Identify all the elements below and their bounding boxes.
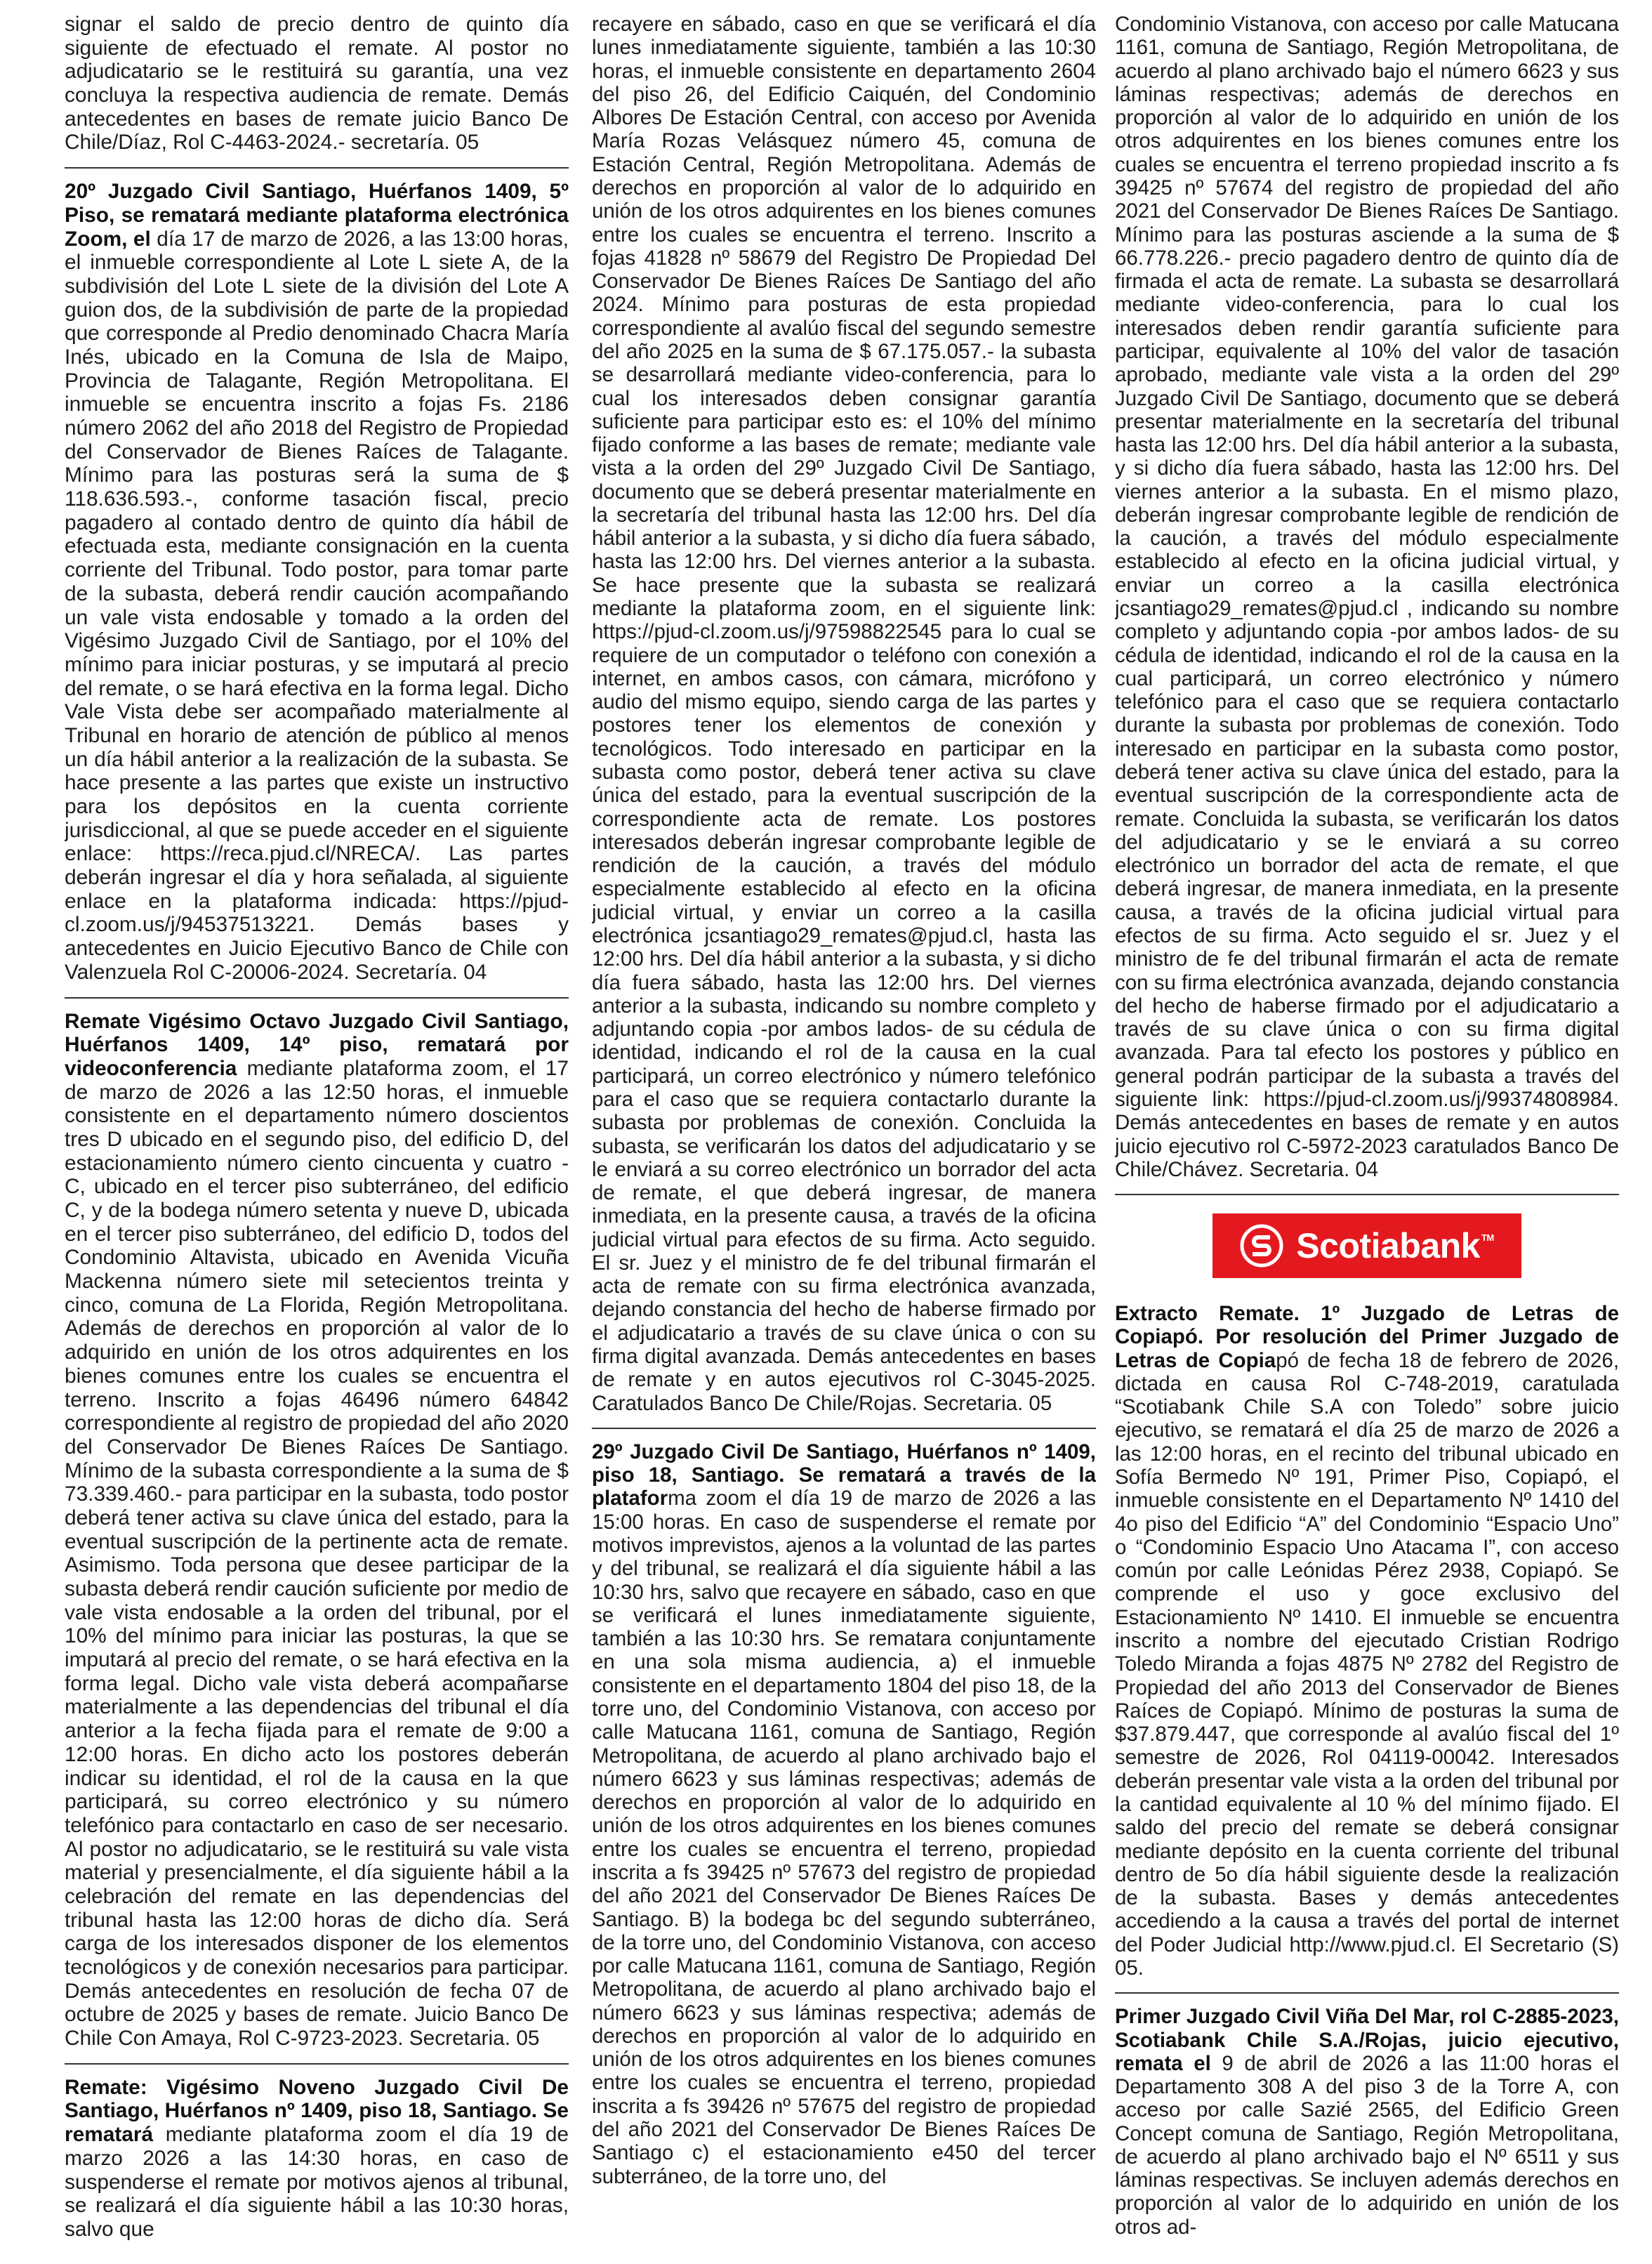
notice-heading: Remate Vigésimo Octavo Juzgado Civil Santiago, Huérfanos 1409, 14º piso, rematará por videoconferencia	[65, 1009, 569, 1080]
notice-body: día 17 de marzo de 2026, a las 13:00 horas, el inmueble correspondiente al Lote L siete A, de la subdivisión del Lote L siete de la división del Lote A guion dos, de la subdivisión de parte de la propiedad que corresponde al Predio denominado Chacra María Inés, ubicado en la Comuna de Isla de Maipo, Provincia de Talagante, Región Metropolitana. El inmueble se encuentra inscrito a fojas Fs. 2186 número 2062 del año 2018 del Registro de Propiedad del Conservador de Bienes Raíces de Talagante. Mínimo para las posturas será la suma de $ 118.636.593.-, conforme tasación fiscal, precio pagadero al contado dentro de quinto día hábil de efectuada esta, mediante consignación en la cuenta corriente del Tribunal. Todo postor, para tomar parte de la subasta, deberá rendir caución acompañando un vale vista endosable y tomado a la orden del Vigésimo Juzgado Civil de Santiago, por el 10% del mínimo para iniciar posturas, y se imputará al precio del remate, o se hará efectiva en la forma legal. Dicho Vale Vista debe ser acompañado materialmente al Tribunal en horario de atención de público al menos un día hábil anterior a la realización de la subasta. Se hace presente a las partes que existe un instructivo para los depósitos en la cuenta corriente jurisdiccional, al que se puede acceder en el siguiente enlace: https://reca.pjud.cl/NRECA/. Las partes deberán ingresar el día y hora señalada, al siguiente enlace en la plataforma indicada: https://pjud-cl.zoom.us/j/94537513221. Demás bases y antecedentes en Juicio Ejecutivo Banco de Chile con Valenzuela Rol C-20006-2024. Secretaría. 04	[65, 227, 569, 984]
notice-text	[1115, 2005, 1619, 2239]
notice-28-juzgado-civil	[65, 1010, 569, 2051]
notice-body: 9 de abril de 2026 a las 11:00 horas el Departamento 308 A del piso 3 de la Torre A, con acceso por calle Sazié 2565, del Edificio Green Concept comuna de Santiago, Región Metropolitana, de acuerdo al plano archivado bajo el Nº 6511 y sus láminas respectivas. Se incluyen además derechos en proporción al valor de lo adquirido en unión de los otros ad-	[1115, 2051, 1619, 2239]
notice-continuation	[592, 13, 1096, 1415]
notice-text	[1115, 13, 1619, 1181]
notice-29-juzgado-civil-b	[592, 1440, 1096, 2188]
trademark-mark: TM	[1481, 1232, 1494, 1244]
notice-continuation	[65, 13, 569, 154]
notice-heading: Remate: Vigésimo Noveno Juzgado Civil De Santiago, Huérfanos nº 1409, piso 18, Santiago. Se rematará	[65, 2075, 569, 2147]
notice-body: Condominio Vistanova, con acceso por calle Matucana 1161, comuna de Santiago, Región Metropolitana, de acuerdo al plano archivado bajo el número 6623 y sus láminas respectivas; además de derechos en proporción al valor de lo adquirido en unión de los otros adquirentes en los bienes comunes entre los cuales se encuentra el terreno propiedad inscrito a fs 39425 nº 57674 del registro de propiedad del año 2021 del Conservador De Bienes Raíces De Santiago. Mínimo para las posturas asciende a la suma de $ 66.778.226.- precio pagadero dentro de quinto día de firmada el acta de remate. La subasta se desarrollará mediante video-conferencia, para lo cual los interesados deben rendir garantía suficiente para participar, equivalente al 10% del valor de tasación aprobado, mediante vale vista a la orden del 29º Juzgado Civil De Santiago, documento que se deberá presentar materialmente en la secretaría del tribunal hasta las 12:00 hrs. Del día hábil anterior a la subasta, y si dicho día fuera sábado, hasta las 12:00 hrs. Del viernes anterior a la subasta. En el mismo plazo, deberán ingresar comprobante legible de rendición de la caución, a través del módulo especialmente establecido al efecto en la oficina judicial virtual, y enviar un correo a la casilla electrónica jcsantiago29_remates@pjud.cl , indicando su nombre completo y adjuntando copia -por ambos lados- de su cédula de identidad, indicando el rol de la causa en la cual participará, un correo electrónico y número telefónico para el caso que se requiera contactarlo durante la subasta por problemas de conexión. Todo interesado en participar en la subasta como postor, deberá tener activa su clave única del estado, para la eventual suscripción de la correspondiente acta de remate. Concluida la subasta, se verificarán los datos del adjudicatario y se le enviará a su correo electrónico un borrador del acta de remate, el que deberá ingresar, de manera inmediata, en la presente causa, a través de la oficina judicial virtual para efectos de su firma. Acto seguido el sr. Juez y el ministro de fe del tribunal firmarán el acta de remate con su firma electrónica avanzada, dejando constancia del hecho de haberse firmado por el adjudicatario a través de su clave única o con su firma digital avanzada. Para tal efecto los postores y público en general podrán participar de la subasta a través del siguiente link: https://pjud-cl.zoom.us/j/99374808984. Demás antecedentes en bases de remate y en autos juicio ejecutivo rol C-5972-2023 caratulados Banco De Chile/Chávez. Secretaria. 04	[1115, 13, 1619, 1181]
notice-divider	[1115, 1992, 1619, 1994]
notice-divider	[65, 997, 569, 999]
notice-text	[592, 1440, 1096, 2188]
notice-20-juzgado-civil	[65, 180, 569, 984]
column-1	[65, 13, 569, 2253]
notice-body: signar el saldo de precio dentro de quinto día siguiente de efectuado el remate. Al postor no adjudicatario se le restituirá su garantía, una vez concluya la respectiva audiencia de remate. Demás antecedentes en bases de remate juicio Banco De Chile/Díaz, Rol C-4463-2024.- secretaría. 05	[65, 13, 569, 154]
notice-text	[65, 180, 569, 984]
notice-divider	[65, 2063, 569, 2065]
notice-divider	[592, 1428, 1096, 1429]
notice-text	[1115, 1302, 1619, 1980]
notice-body: mediante plataforma zoom el día 19 de marzo 2026 a las 14:30 horas, en caso de suspenderse el remate por motivos ajenos al tribunal, se realizará el día siguiente hábil a las 10:30 horas, salvo que	[65, 2123, 569, 2241]
notice-divider	[1115, 1194, 1619, 1195]
column-3	[1115, 13, 1619, 2253]
notice-body: pó de fecha 18 de febrero de 2026, dictada en causa Rol C-748-2019, caratulada “Scotiabank Chile S.A con Toledo” sobre juicio ejecutivo, se rematará el día 25 de marzo de 2026 a las 12:00 horas, en el recinto del tribunal ubicado en Sofía Bermedo Nº 191, Primer Piso, Copiapó, el inmueble consistente en el Departamento Nº 1410 del 4o piso del Edificio “A” del Condominio “Espacio Uno” o “Condominio Espacio Uno Atacama I”, con acceso común por calle Leónidas Pérez 2938, Copiapó. Se comprende el uso y goce exclusivo del Estacionamiento Nº 1410. El inmueble se encuentra inscrito a nombre del ejecutado Cristian Rodrigo Toledo Miranda a fojas 4875 Nº 2782 del Registro de Propiedad del año 2013 del Conservador de Bienes Raíces de Copiapó. Mínimo de posturas la suma de $37.879.447, que corresponde al avalúo fiscal del 1º semestre de 2026, Rol 04119-00042. Interesados deberán presentar vale vista a la orden del tribunal por la cantidad equivalente al 10 % del mínimo fijado. El saldo del precio del remate se deberá consignar mediante depósito en la cuenta corriente del tribunal dentro de 5o día hábil siguiente desde la realización de la subasta. Bases y demás antecedentes accediendo a la causa a través del portal de internet del Poder Judicial http://www.pjud.cl. El Secretario (S) 05.	[1115, 1348, 1619, 1980]
notice-divider	[65, 167, 569, 169]
scotiabank-wordmark	[1296, 1225, 1494, 1266]
notice-heading: Primer Juzgado Civil Viña Del Mar, rol C-2885-2023, Scotiabank Chile S.A./Rojas, juicio ejecutivo, remata el	[1115, 2005, 1619, 2075]
notice-text	[65, 2076, 569, 2242]
notice-text	[65, 13, 569, 154]
notice-body: ma zoom el día 19 de marzo de 2026 a las 15:00 horas. En caso de suspenderse el remate por motivos imprevistos, ajenos a la voluntad de las partes y del tribunal, se realizará el día siguiente hábil a las 10:30 hrs, salvo que recayere en sábado, caso en que se verificará el lunes inmediatamente siguiente, también a las 10:30 hrs. Se rematara conjuntamente en una sola misma audiencia, a) el inmueble consistente en el departamento 1804 del piso 18, de la torre uno, del Condominio Vistanova, con acceso por calle Matucana 1161, comuna de Santiago, Región Metropolitana, de acuerdo al plano archivado bajo el número 6623 y sus láminas respectivas; además de derechos en proporción al valor de lo adquirido en unión de los otros adquirentes en los bienes comunes entre los cuales se encuentra el terreno, propiedad inscrita a fs 39425 nº 57673 del registro de propiedad del año 2021 del Conservador De Bienes Raíces De Santiago. B) la bodega bc del segundo subterráneo, de la torre uno, del Condominio Vistanova, con acceso por calle Matucana 1161, comuna de Santiago, Región Metropolitana, de acuerdo al plano archivado bajo el número 6623 y sus láminas respectiva; además de derechos en proporción al valor de lo adquirido en unión de los otros adquirentes en los bienes comunes entre los cuales se encuentra el terreno, propiedad inscrita a fs 39426 nº 57675 del registro de propiedad del año 2021 del Conservador De Bienes Raíces De Santiago c) el estacionamiento e450 del tercer subterráneo, de la torre uno, del	[592, 1487, 1096, 2188]
notice-29-juzgado-civil-a	[65, 2076, 569, 2242]
notice-copiapo-remate	[1115, 1302, 1619, 1980]
notice-body: mediante plataforma zoom, el 17 de marzo de 2026 a las 12:50 horas, el inmueble consistente en el departamento número doscientos tres D ubicado en el segundo piso, del edificio D, del estacionamiento número ciento cincuenta y cuatro - C, ubicado en el tercer piso subterráneo, del edificio C, y de la bodega número setenta y nueve D, ubicada en el tercer piso subterráneo, del edificio D, todos del Condominio Altavista, ubicado en Avenida Vicuña Mackenna número siete mil setecientos treinta y cinco, comuna de La Florida, Región Metropolitana. Además de derechos en proporción al valor de lo adquirido en unión de los otros adquirentes en los bienes comunes entre los cuales se encuentra el terreno. Inscrito a fojas 46496 número 64842 correspondiente al registro de propiedad del año 2020 del Conservador De Bienes Raíces De Santiago. Mínimo de la subasta correspondiente a la suma de $ 73.339.460.- para participar en la subasta, todo postor deberá tener activa su clave única del estado, para la eventual suscripción de la pertinente acta de remate. Asimismo. Toda persona que desee participar de la subasta deberá rendir caución suficiente por medio de vale vista endosable a la orden del tribunal, por el 10% del mínimo para iniciar las posturas, la que se imputará al precio del remate, o se hará efectiva en la forma legal. Dicho vale vista deberá acompañarse materialmente a las dependencias del tribunal el día anterior a la fecha fijada para el remate de 9:00 a 12:00 horas. En dicho acto los postores deberán indicar su identidad, el rol de la causa en la que participará, su correo electrónico y su número telefónico para contactarlo en caso de ser necesario. Al postor no adjudicatario, se le restituirá su vale vista material y presencialmente, el día siguiente hábil a la celebración del remate en las dependencias del tribunal hasta las 12:00 horas de dicho día. Será carga de los interesados disponer de los elementos tecnológicos y de conexión necesarios para participar. Demás antecedentes en resolución de fecha 07 de octubre de 2025 y bases de remate. Juicio Banco De Chile Con Amaya, Rol C-9723-2023. Secretaria. 05	[65, 1056, 569, 2051]
notice-text	[65, 1010, 569, 2051]
notice-heading: 20º Juzgado Civil Santiago, Huérfanos 1409, 5º Piso, se rematará mediante plataforma electrónica Zoom, el	[65, 180, 569, 251]
scotiabank-name: Scotiabank	[1296, 1226, 1480, 1266]
advertiser-banner	[1115, 1213, 1619, 1278]
column-2	[592, 13, 1096, 2253]
notice-vina-del-mar	[1115, 2005, 1619, 2239]
scotiabank-s-icon	[1240, 1224, 1283, 1268]
notice-continuation	[1115, 13, 1619, 1181]
scotiabank-logo	[1212, 1213, 1521, 1278]
notice-body: recayere en sábado, caso en que se verificará el día lunes inmediatamente siguiente, también a las 10:30 horas, el inmueble consistente en departamento 2604 del piso 26, del Edificio Caiquén, del Condominio Albores De Estación Central, con acceso por Avenida María Rozas Velásquez número 45, comuna de Estación Central, Región Metropolitana. Además de derechos en proporción al valor de lo adquirido en unión de los otros adquirentes en los bienes comunes entre los cuales se encuentra el terreno. Inscrito a fojas 41828 nº 58679 del Registro De Propiedad Del Conservador De Bienes Raíces De Santiago del año 2024. Mínimo para posturas de esta propiedad correspondiente al avalúo fiscal del segundo semestre del año 2025 en la suma de $ 67.175.057.- la subasta se desarrollará mediante video-conferencia, para lo cual los interesados deben consignar garantía suficiente para participar esto es: el 10% del mínimo fijado conforme a las bases de remate; mediante vale vista a la orden del 29º Juzgado Civil De Santiago, documento que se deberá presentar materialmente en la secretaría del tribunal hasta las 12:00 hrs. Del día hábil anterior a la subasta, y si dicho día fuera sábado, hasta las 12:00 hrs. Del viernes anterior a la subasta. Se hace presente que la subasta se realizará mediante la plataforma zoom, en el siguiente link: https://pjud-cl.zoom.us/j/97598822545 para lo cual se requiere de un computador o teléfono con conexión a internet, en ambos casos, con cámara, micrófono y audio del mismo equipo, siendo carga de las partes y postores tener los elementos de conexión y tecnológicos. Todo interesado en participar en la subasta como postor, deberá tener activa su clave única del estado, para la eventual suscripción de la correspondiente acta de remate. Los postores interesados deberán ingresar comprobante legible de rendición de la caución, a través del módulo especialmente establecido al efecto en la oficina judicial virtual, y enviar un correo a la casilla electrónica jcsantiago29_remates@pjud.cl, hasta las 12:00 hrs. Del día hábil anterior a la subasta, y si dicho día fuera sábado, hasta las 12:00 hrs. Del viernes anterior a la subasta, indicando su nombre completo y adjuntando copia -por ambos lados- de su cédula de identidad, indicando el rol de la causa en la cual participará, un correo electrónico y número telefónico para el caso que se requiera contactarlo durante la subasta por problemas de conexión. Concluida la subasta, se verificarán los datos del adjudicatario y se le enviará a su correo electrónico un borrador del acta de remate, el que deberá ingresar, de manera inmediata, en la presente causa, a través de la oficina judicial virtual para efectos de su firma. Acto seguido. El sr. Juez y el ministro de fe del tribunal firmarán el acta de remate con su firma electrónica avanzada, dejando constancia del hecho de haberse firmado por el adjudicatario a través de su clave única o con su firma digital avanzada. Demás antecedentes en bases de remate y en autos ejecutivos rol C-3045-2025. Caratulados Banco De Chile/Rojas. Secretaria. 05	[592, 13, 1096, 1415]
notice-heading: Extracto Remate. 1º Juzgado de Letras de Copiapó. Por resolución del Primer Juzgado de Letras de Copia	[1115, 1302, 1619, 1372]
notice-text	[592, 13, 1096, 1415]
notice-heading: 29º Juzgado Civil De Santiago, Huérfanos nº 1409, piso 18, Santiago. Se rematará a través de la platafor	[592, 1440, 1096, 1511]
